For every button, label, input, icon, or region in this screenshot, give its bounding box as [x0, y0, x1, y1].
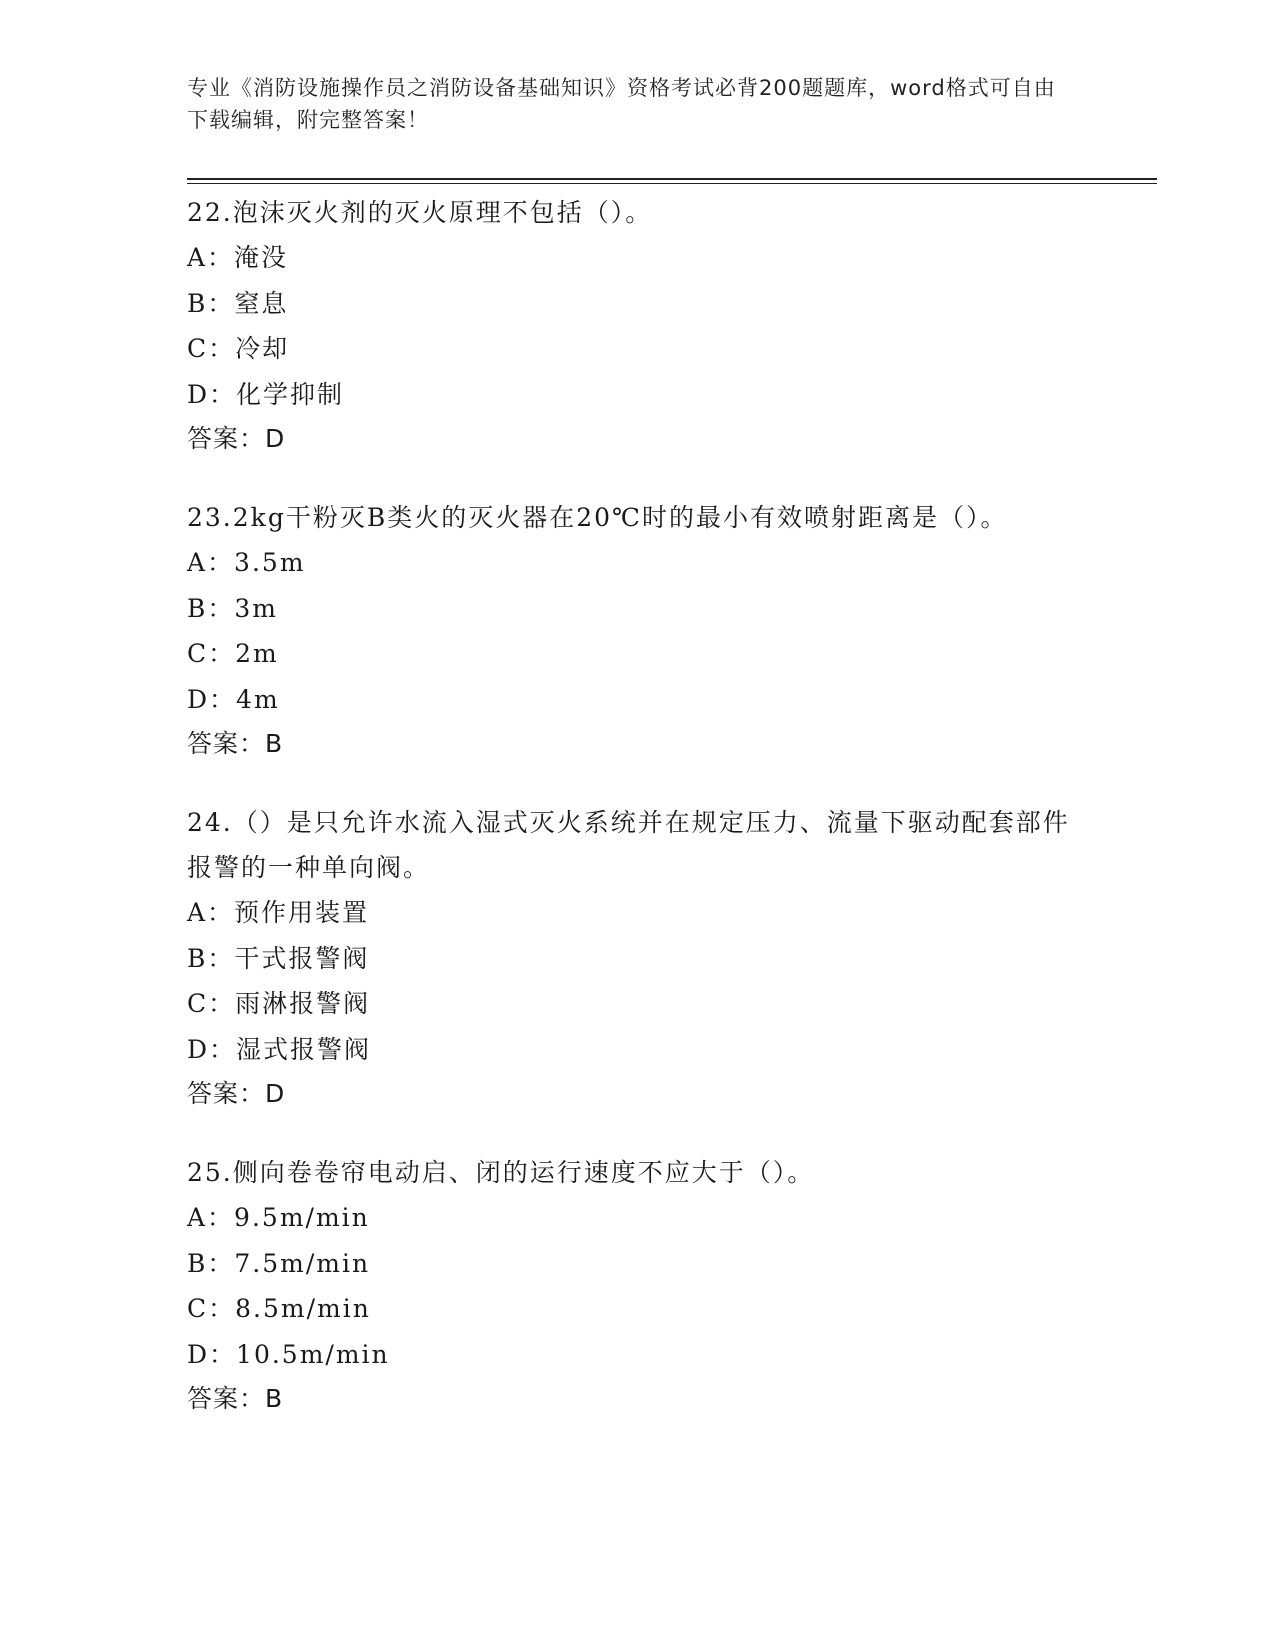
question-24 — [187, 800, 1087, 1116]
option-c: C：冷却 — [187, 334, 290, 363]
option-b: B：3m — [187, 593, 278, 623]
header-divider-thick — [187, 178, 1157, 180]
question-23 — [187, 495, 1087, 766]
question-22 — [187, 190, 1087, 461]
option-a: A：淹没 — [187, 243, 289, 272]
question-25 — [187, 1150, 1087, 1421]
option-c: C：雨淋报警阀 — [187, 989, 371, 1018]
question-stem: 25.侧向卷卷帘电动启、闭的运行速度不应大于（）。 — [187, 1158, 815, 1187]
option-d: D：湿式报警阀 — [187, 1034, 372, 1064]
option-d: D：4m — [187, 684, 280, 714]
question-stem: 24.（）是只允许水流入湿式灭火系统并在规定压力、流量下驱动配套部件报警的一种单向阀。 — [187, 808, 1070, 882]
answer-line: 答案：D — [187, 424, 286, 453]
option-b: B：窒息 — [187, 288, 289, 318]
answer-line: 答案：D — [187, 1079, 286, 1108]
answer-line: 答案：B — [187, 1384, 284, 1413]
question-stem: 23.2kg干粉灭B类火的灭火器在20℃时的最小有效喷射距离是（）。 — [187, 503, 1008, 532]
option-a: A：9.5m/min — [187, 1203, 370, 1232]
option-c: C：8.5m/min — [187, 1294, 371, 1323]
option-b: B：干式报警阀 — [187, 943, 370, 973]
question-list — [187, 190, 1087, 1455]
option-a: A：预作用装置 — [187, 898, 370, 927]
document-header: 专业《消防设施操作员之消防设备基础知识》资格考试必背200题题库，word格式可自由下载编辑，附完整答案！ — [187, 76, 1056, 132]
option-b: B：7.5m/min — [187, 1248, 371, 1278]
option-a: A：3.5m — [187, 548, 306, 577]
option-d: D：10.5m/min — [187, 1339, 390, 1369]
question-stem: 22.泡沫灭火剂的灭火原理不包括（）。 — [187, 198, 653, 227]
answer-line: 答案：B — [187, 729, 284, 758]
option-c: C：2m — [187, 639, 279, 668]
option-d: D：化学抑制 — [187, 379, 345, 409]
header-divider-thin — [187, 183, 1157, 184]
